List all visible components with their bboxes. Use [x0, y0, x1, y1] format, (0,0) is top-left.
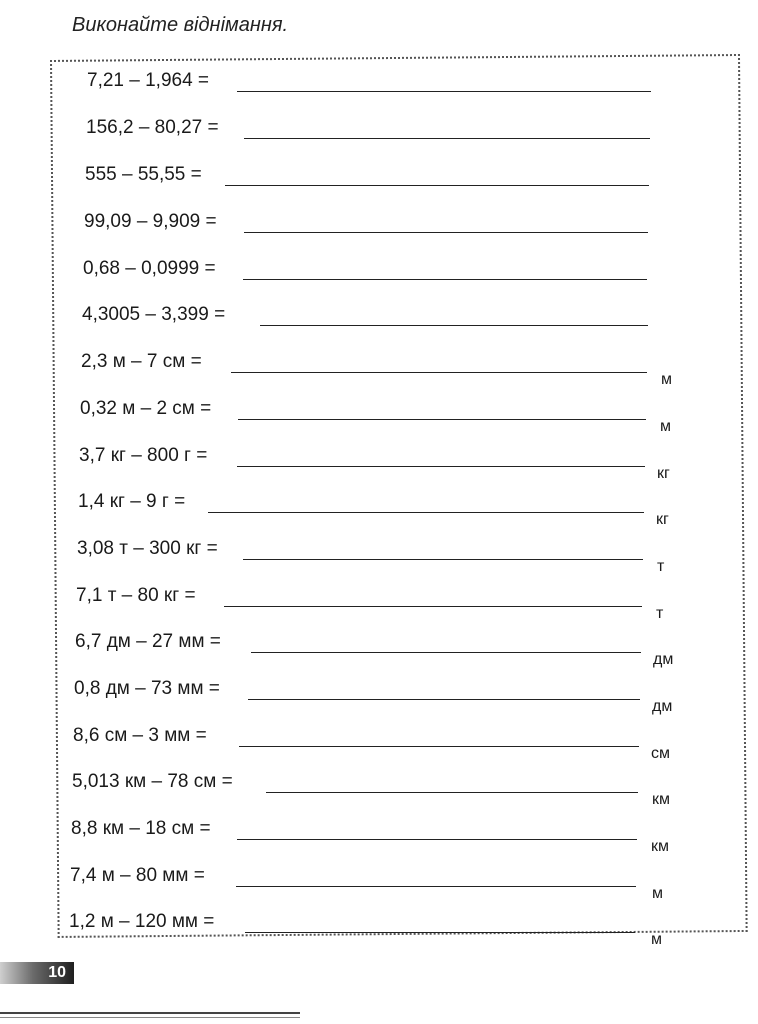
answer-line[interactable] — [238, 419, 646, 420]
exercise-expression: 8,6 см – 3 мм = — [73, 725, 207, 746]
answer-line[interactable] — [251, 652, 641, 653]
exercise-expression: 5,013 км – 78 см = — [72, 771, 233, 792]
exercise-expression: 3,7 кг – 800 г = — [79, 445, 208, 466]
exercise-expression: 7,1 т – 80 кг = — [76, 585, 196, 606]
answer-line[interactable] — [237, 839, 637, 840]
answer-line[interactable] — [224, 606, 642, 607]
answer-line[interactable] — [208, 512, 644, 513]
unit-label: кг — [657, 465, 670, 482]
answer-line[interactable] — [244, 232, 648, 233]
unit-label: т — [656, 605, 664, 622]
exercise-expression: 7,21 – 1,964 = — [87, 70, 210, 91]
unit-label: см — [651, 745, 670, 762]
answer-line[interactable] — [260, 325, 648, 326]
unit-label: кг — [656, 511, 669, 528]
answer-line[interactable] — [237, 466, 645, 467]
exercise-instruction: Виконайте віднімання. — [72, 14, 289, 36]
answer-line[interactable] — [237, 91, 651, 92]
exercise-expression: 3,08 т – 300 кг = — [77, 538, 218, 559]
unit-label: км — [651, 838, 669, 855]
exercise-expression: 7,4 м – 80 мм = — [70, 865, 205, 886]
exercise-expression: 555 – 55,55 = — [85, 164, 202, 185]
exercise-expression: 1,2 м – 120 мм = — [69, 911, 215, 932]
unit-label: м — [652, 885, 663, 902]
unit-label: м — [660, 418, 671, 435]
answer-line[interactable] — [243, 559, 643, 560]
answer-line[interactable] — [239, 746, 639, 747]
exercise-expression: 2,3 м – 7 см = — [81, 351, 202, 372]
answer-line[interactable] — [236, 886, 636, 887]
unit-label: км — [652, 791, 670, 808]
exercise-expression: 1,4 кг – 9 г = — [78, 491, 186, 512]
answer-line[interactable] — [243, 279, 647, 280]
answer-line[interactable] — [225, 185, 649, 186]
unit-label: дм — [652, 698, 673, 715]
bottom-rule — [0, 1012, 300, 1014]
unit-label: м — [661, 371, 672, 388]
unit-label: дм — [653, 651, 674, 668]
exercise-expression: 0,8 дм – 73 мм = — [74, 678, 220, 699]
answer-line[interactable] — [248, 699, 640, 700]
exercise-expression: 0,68 – 0,0999 = — [83, 258, 216, 279]
exercise-expression: 6,7 дм – 27 мм = — [75, 631, 221, 652]
page-number-badge — [0, 962, 74, 984]
unit-label: м — [651, 931, 662, 948]
exercise-expression: 99,09 – 9,909 = — [84, 211, 217, 232]
exercise-expression: 8,8 км – 18 см = — [71, 818, 211, 839]
bottom-rule-thin — [0, 1017, 300, 1018]
exercise-expression: 156,2 – 80,27 = — [86, 117, 219, 138]
page-number: 10 — [48, 964, 66, 981]
exercise-expression: 4,3005 – 3,399 = — [82, 304, 226, 325]
exercise-expression: 0,32 м – 2 см = — [80, 398, 212, 419]
answer-line[interactable] — [245, 932, 635, 933]
answer-line[interactable] — [266, 792, 638, 793]
answer-line[interactable] — [244, 138, 650, 139]
answer-line[interactable] — [231, 372, 647, 373]
unit-label: т — [657, 558, 665, 575]
